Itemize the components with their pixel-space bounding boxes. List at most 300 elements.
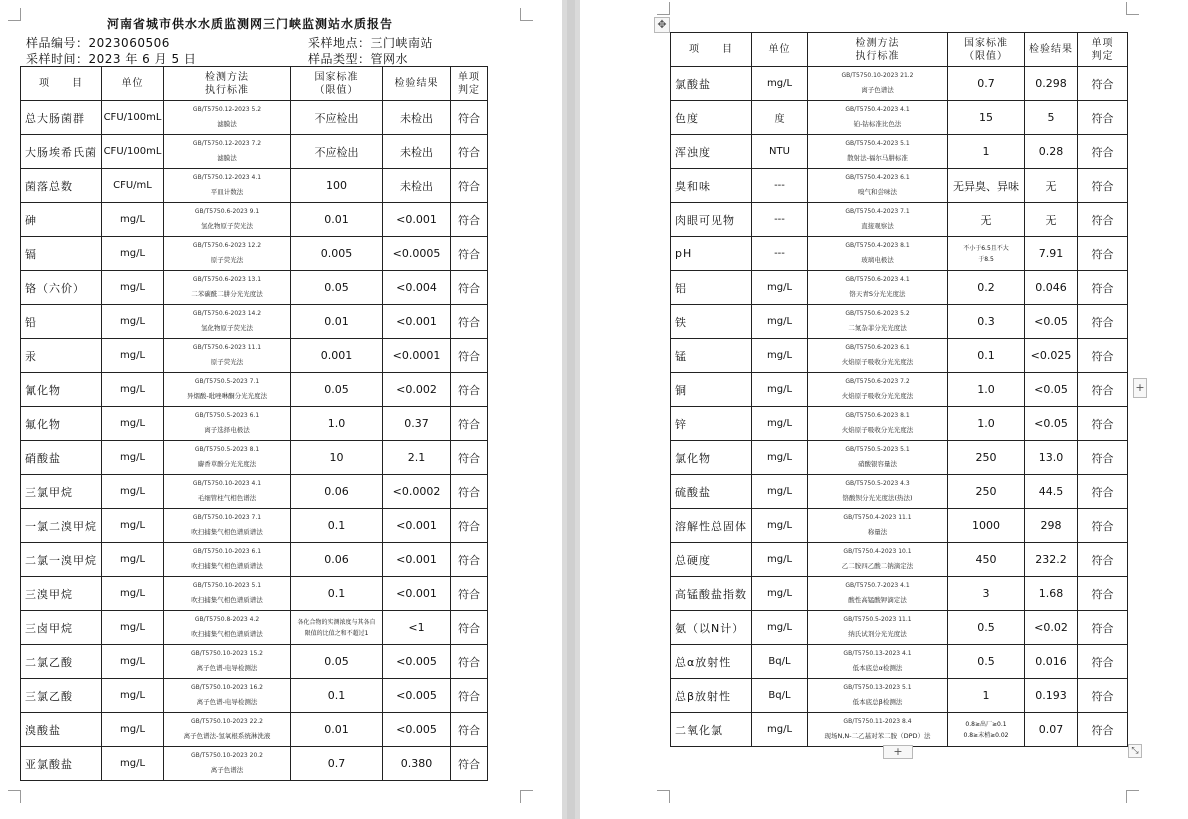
row-result[interactable]: <0.05 [1025,373,1078,407]
row-result[interactable]: <0.0005 [383,237,451,271]
row-method[interactable] [808,339,948,373]
row-limit[interactable]: 不应检出 [291,135,383,169]
row-limit[interactable]: 0.05 [291,271,383,305]
row-unit[interactable]: mg/L [102,407,164,441]
row-item-name[interactable]: 总α放射性 [671,645,752,679]
row-judgement[interactable]: 符合 [1078,169,1128,203]
limit-line2: 于8.5 [978,255,994,263]
row-result[interactable]: 0.07 [1025,713,1078,747]
row-judgement[interactable]: 符合 [451,475,488,509]
method-code: GB/T5750.6-2023 12.2 [192,242,262,249]
row-unit[interactable]: mg/L [102,543,164,577]
row-item-name[interactable]: 色度 [671,101,752,135]
row-unit[interactable]: mg/L [102,713,164,747]
row-limit[interactable] [948,713,1025,747]
row-judgement[interactable]: 符合 [451,747,488,781]
method-code: GB/T5750.12-2023 5.2 [192,106,262,113]
row-result[interactable]: <0.05 [1025,407,1078,441]
method-name: 现场N,N-二乙基对苯二胺（DPD）法 [824,732,931,740]
header-limit [291,67,383,101]
row-unit[interactable]: mg/L [752,271,808,305]
row-limit[interactable]: 无异臭、异味 [948,169,1025,203]
row-limit[interactable]: 15 [948,101,1025,135]
row-limit[interactable]: 1 [948,135,1025,169]
table-row [671,271,1128,305]
row-unit[interactable]: mg/L [752,611,808,645]
table-row [671,611,1128,645]
row-unit[interactable]: CFU/100mL [102,101,164,135]
row-unit[interactable]: mg/L [102,679,164,713]
method-name: 吹扫捕集气相色谱质谱法 [191,596,263,604]
row-method[interactable] [808,441,948,475]
row-method[interactable] [164,203,291,237]
row-unit[interactable]: mg/L [102,203,164,237]
row-limit[interactable]: 100 [291,169,383,203]
row-result[interactable]: 232.2 [1025,543,1078,577]
row-unit[interactable]: mg/L [102,611,164,645]
row-result[interactable]: 0.28 [1025,135,1078,169]
row-item-name[interactable]: 氨（以N计） [671,611,752,645]
row-unit[interactable]: 度 [752,101,808,135]
row-method[interactable] [164,645,291,679]
row-item-name[interactable]: 溶解性总固体 [671,509,752,543]
row-result[interactable]: 0.193 [1025,679,1078,713]
row-method[interactable] [808,577,948,611]
row-result[interactable]: <0.0002 [383,475,451,509]
row-judgement[interactable]: 符合 [451,203,488,237]
row-item-name[interactable]: 三氯甲烷 [21,475,102,509]
row-unit[interactable]: --- [752,237,808,271]
row-judgement[interactable]: 符合 [451,645,488,679]
row-item-name[interactable]: 汞 [21,339,102,373]
row-limit[interactable]: 0.005 [291,237,383,271]
row-result[interactable]: <1 [383,611,451,645]
row-unit[interactable]: mg/L [752,373,808,407]
row-judgement[interactable]: 符合 [1078,237,1128,271]
row-unit[interactable]: mg/L [102,373,164,407]
method-code: GB/T5750.8-2023 4.2 [194,616,260,623]
row-judgement[interactable]: 符合 [451,713,488,747]
row-limit[interactable]: 0.7 [291,747,383,781]
row-result[interactable]: 无 [1025,169,1078,203]
row-unit[interactable]: mg/L [102,747,164,781]
row-item-name[interactable]: 氟化物 [21,407,102,441]
row-limit[interactable]: 1.0 [948,407,1025,441]
row-unit[interactable]: CFU/100mL [102,135,164,169]
row-limit[interactable] [291,611,383,645]
row-method[interactable] [808,169,948,203]
row-limit[interactable]: 0.05 [291,373,383,407]
row-item-name[interactable]: 高锰酸盐指数 [671,577,752,611]
method-code: GB/T5750.6-2023 11.1 [192,344,262,351]
row-method[interactable] [164,509,291,543]
row-result[interactable]: 0.37 [383,407,451,441]
row-result[interactable]: <0.002 [383,373,451,407]
row-unit[interactable]: mg/L [102,441,164,475]
row-result[interactable]: 2.1 [383,441,451,475]
row-item-name[interactable]: 三溴甲烷 [21,577,102,611]
row-limit[interactable]: 3 [948,577,1025,611]
row-result[interactable]: <0.004 [383,271,451,305]
row-method[interactable] [164,101,291,135]
row-judgement[interactable]: 符合 [451,169,488,203]
row-unit[interactable]: mg/L [752,475,808,509]
method-code: GB/T5750.10-2023 4.1 [192,480,262,487]
row-judgement[interactable]: 符合 [1078,135,1128,169]
method-name: 铬酸钡分光光度法(热法) [842,494,913,502]
row-result[interactable]: <0.001 [383,509,451,543]
row-result[interactable]: 1.68 [1025,577,1078,611]
row-limit[interactable]: 0.001 [291,339,383,373]
row-result[interactable]: 13.0 [1025,441,1078,475]
row-method[interactable] [808,509,948,543]
row-unit[interactable]: mg/L [752,67,808,101]
row-limit[interactable]: 无 [948,203,1025,237]
row-limit[interactable]: 0.5 [948,645,1025,679]
row-unit[interactable]: Bq/L [752,645,808,679]
row-result[interactable]: <0.001 [383,305,451,339]
row-result[interactable]: 44.5 [1025,475,1078,509]
row-judgement[interactable]: 符合 [1078,509,1128,543]
row-limit[interactable]: 1 [948,679,1025,713]
row-judgement[interactable]: 符合 [1078,645,1128,679]
row-item-name[interactable]: 总大肠菌群 [21,101,102,135]
row-judgement[interactable]: 符合 [1078,271,1128,305]
row-judgement[interactable]: 符合 [451,339,488,373]
row-method[interactable] [164,679,291,713]
row-limit[interactable]: 1.0 [948,373,1025,407]
row-limit[interactable]: 250 [948,475,1025,509]
row-item-name[interactable]: 三卤甲烷 [21,611,102,645]
corner-mark [1126,2,1139,15]
header-unit: 单位 [752,33,808,67]
row-method[interactable] [164,237,291,271]
row-method[interactable] [164,713,291,747]
row-method[interactable] [164,475,291,509]
method-name: 吹扫捕集气相色谱质谱法 [191,562,263,570]
method-code: GB/T5750.10-2023 20.2 [191,752,263,759]
row-method[interactable] [164,747,291,781]
row-item-name[interactable]: 铬（六价） [21,271,102,305]
row-method[interactable] [808,543,948,577]
row-judgement[interactable]: 符合 [451,373,488,407]
method-name: 火焰原子吸收分光光度法 [841,392,914,400]
row-method[interactable] [808,305,948,339]
row-result[interactable]: 0.016 [1025,645,1078,679]
row-limit[interactable]: 0.1 [291,509,383,543]
row-item-name[interactable]: 铝 [671,271,752,305]
header-result: 检验结果 [1025,33,1078,67]
header-item: 项 目 [21,67,102,101]
row-item-name[interactable]: 硝酸盐 [21,441,102,475]
row-item-name[interactable]: 锰 [671,339,752,373]
row-unit[interactable]: mg/L [102,271,164,305]
row-item-name[interactable]: 二氧化氯 [671,713,752,747]
row-item-name[interactable]: 铅 [21,305,102,339]
row-unit[interactable]: mg/L [752,713,808,747]
row-item-name[interactable]: 镉 [21,237,102,271]
row-judgement[interactable]: 符合 [1078,101,1128,135]
row-unit[interactable]: mg/L [102,237,164,271]
table-row [21,645,488,679]
corner-mark [657,2,670,15]
row-judgement[interactable]: 符合 [1078,679,1128,713]
row-judgement[interactable]: 符合 [451,305,488,339]
row-item-name[interactable]: 肉眼可见物 [671,203,752,237]
row-limit[interactable]: 0.2 [948,271,1025,305]
method-name: 火焰原子吸收分光光度法 [841,426,914,434]
method-code: GB/T5750.5-2023 4.3 [845,480,910,487]
row-limit[interactable]: 450 [948,543,1025,577]
row-judgement[interactable]: 符合 [1078,305,1128,339]
method-name: 直接观察法 [861,222,894,230]
row-judgement[interactable]: 符合 [451,577,488,611]
row-unit[interactable]: Bq/L [752,679,808,713]
row-item-name[interactable]: 二氯乙酸 [21,645,102,679]
row-item-name[interactable]: 硫酸盐 [671,475,752,509]
row-item-name[interactable]: 一氯二溴甲烷 [21,509,102,543]
row-method[interactable] [808,101,948,135]
row-judgement[interactable]: 符合 [1078,543,1128,577]
row-result[interactable]: <0.025 [1025,339,1078,373]
row-item-name[interactable]: 氯化物 [671,441,752,475]
row-method[interactable] [164,305,291,339]
row-limit[interactable]: 0.01 [291,305,383,339]
row-judgement[interactable]: 符合 [1078,203,1128,237]
row-judgement[interactable]: 符合 [451,407,488,441]
row-judgement[interactable]: 符合 [1078,611,1128,645]
row-method[interactable] [164,135,291,169]
row-result[interactable]: <0.02 [1025,611,1078,645]
row-method[interactable] [808,407,948,441]
row-limit[interactable]: 0.1 [291,577,383,611]
row-limit[interactable]: 0.7 [948,67,1025,101]
row-item-name[interactable]: 锌 [671,407,752,441]
row-item-name[interactable]: 菌落总数 [21,169,102,203]
row-limit[interactable]: 1000 [948,509,1025,543]
row-result[interactable]: 0.380 [383,747,451,781]
table-row [21,509,488,543]
method-code: GB/T5750.12-2023 7.2 [192,140,262,147]
scrollbar-track[interactable] [567,0,575,819]
method-name: 低本底总β检测法 [852,698,903,706]
row-method[interactable] [164,373,291,407]
row-result[interactable]: 未检出 [383,135,451,169]
row-limit[interactable]: 0.06 [291,475,383,509]
method-name: 铬天青S分光光度法 [849,290,906,298]
row-item-name[interactable]: pH [671,237,752,271]
row-unit[interactable]: mg/L [102,475,164,509]
document-page-1 [0,0,562,819]
row-unit[interactable]: --- [752,169,808,203]
row-limit[interactable]: 0.1 [948,339,1025,373]
add-column-button[interactable]: + [1133,378,1147,398]
table-resize-icon[interactable]: ⤡ [1128,744,1142,758]
row-item-name[interactable]: 臭和味 [671,169,752,203]
row-method[interactable] [808,611,948,645]
row-result[interactable]: 未检出 [383,101,451,135]
table-row [671,373,1128,407]
header-judgement-line1: 单项 [458,71,480,83]
row-method[interactable] [808,67,948,101]
row-limit[interactable]: 0.5 [948,611,1025,645]
row-method[interactable] [808,713,948,747]
add-row-button[interactable]: + [883,745,913,759]
row-item-name[interactable]: 总β放射性 [671,679,752,713]
row-judgement[interactable]: 符合 [451,441,488,475]
row-result[interactable]: 0.046 [1025,271,1078,305]
row-method[interactable] [164,169,291,203]
limit-line1: 0.8≥出厂≥0.1 [965,720,1007,728]
row-limit[interactable]: 10 [291,441,383,475]
row-limit[interactable]: 0.05 [291,645,383,679]
method-code: GB/T5750.6-2023 9.1 [194,208,260,215]
row-method[interactable] [164,543,291,577]
row-limit[interactable]: 250 [948,441,1025,475]
row-limit[interactable]: 1.0 [291,407,383,441]
row-judgement[interactable]: 符合 [451,271,488,305]
row-judgement[interactable]: 符合 [1078,441,1128,475]
row-result[interactable]: 298 [1025,509,1078,543]
row-unit[interactable]: NTU [752,135,808,169]
row-method[interactable] [164,407,291,441]
row-unit[interactable]: mg/L [752,543,808,577]
row-method[interactable] [808,237,948,271]
table-row [671,713,1128,747]
row-item-name[interactable]: 溴酸盐 [21,713,102,747]
row-item-name[interactable]: 亚氯酸盐 [21,747,102,781]
method-name: 火焰原子吸收分光光度法 [841,358,914,366]
row-judgement[interactable]: 符合 [1078,67,1128,101]
row-unit[interactable]: mg/L [102,645,164,679]
row-judgement[interactable]: 符合 [451,611,488,645]
table-row [671,679,1128,713]
row-judgement[interactable]: 符合 [1078,339,1128,373]
row-limit[interactable]: 不应检出 [291,101,383,135]
row-item-name[interactable]: 氰化物 [21,373,102,407]
method-code: GB/T5750.5-2023 5.1 [845,446,910,453]
method-code: GB/T5750.4-2023 8.1 [845,242,910,249]
row-judgement[interactable]: 符合 [451,509,488,543]
row-judgement[interactable]: 符合 [451,679,488,713]
corner-mark [657,790,670,803]
row-item-name[interactable]: 砷 [21,203,102,237]
row-item-name[interactable]: 铁 [671,305,752,339]
row-limit[interactable]: 0.06 [291,543,383,577]
row-limit[interactable]: 0.01 [291,203,383,237]
row-unit[interactable]: mg/L [752,339,808,373]
method-code: GB/T5750.12-2023 4.1 [192,174,262,181]
method-name: 氢化物原子荧光法 [201,324,253,332]
row-method[interactable] [164,339,291,373]
row-result[interactable]: <0.005 [383,645,451,679]
row-judgement[interactable]: 符合 [451,135,488,169]
row-limit[interactable]: 0.3 [948,305,1025,339]
row-unit[interactable]: mg/L [752,407,808,441]
row-unit[interactable]: mg/L [752,509,808,543]
row-method[interactable] [808,645,948,679]
row-judgement[interactable]: 符合 [451,543,488,577]
method-code: GB/T5750.6-2023 13.1 [192,276,262,283]
table-move-handle-icon[interactable]: ✥ [654,17,670,33]
row-method[interactable] [164,271,291,305]
row-result[interactable]: <0.05 [1025,305,1078,339]
table-row [671,135,1128,169]
row-method[interactable] [808,679,948,713]
row-method[interactable] [808,135,948,169]
table-row [671,203,1128,237]
row-item-name[interactable]: 铜 [671,373,752,407]
row-item-name[interactable]: 二氯一溴甲烷 [21,543,102,577]
method-code: GB/T5750.6-2023 7.2 [845,378,910,385]
row-limit[interactable]: 0.01 [291,713,383,747]
method-name: 平皿计数法 [210,188,244,196]
row-limit[interactable]: 0.1 [291,679,383,713]
row-method[interactable] [164,441,291,475]
row-method[interactable] [808,203,948,237]
row-unit[interactable]: mg/L [752,441,808,475]
header-judgement-line1: 单项 [1091,37,1114,49]
method-code: GB/T5750.6-2023 4.1 [845,276,910,283]
row-method[interactable] [808,373,948,407]
header-method-line1: 检测方法 [855,37,900,49]
row-result[interactable]: 5 [1025,101,1078,135]
row-unit[interactable]: CFU/mL [102,169,164,203]
row-item-name[interactable]: 浑浊度 [671,135,752,169]
row-unit[interactable]: --- [752,203,808,237]
row-item-name[interactable]: 氯酸盐 [671,67,752,101]
row-result[interactable]: <0.005 [383,713,451,747]
row-result[interactable]: <0.001 [383,543,451,577]
row-judgement[interactable]: 符合 [1078,407,1128,441]
row-judgement[interactable]: 符合 [1078,475,1128,509]
header-limit-line2: （限值） [314,84,359,96]
row-result[interactable]: <0.005 [383,679,451,713]
header-unit: 单位 [102,67,164,101]
report-title: 河南省城市供水水质监测网三门峡监测站水质报告 [106,17,393,31]
row-unit[interactable]: mg/L [752,305,808,339]
row-result[interactable]: 未检出 [383,169,451,203]
row-unit[interactable]: mg/L [102,305,164,339]
row-method[interactable] [808,475,948,509]
row-judgement[interactable]: 符合 [451,101,488,135]
row-unit[interactable]: mg/L [102,339,164,373]
method-code: GB/T5750.10-2023 16.2 [191,684,263,691]
row-method[interactable] [164,577,291,611]
row-result[interactable]: 0.298 [1025,67,1078,101]
row-result[interactable]: 无 [1025,203,1078,237]
row-method[interactable] [164,611,291,645]
row-method[interactable] [808,271,948,305]
row-judgement[interactable]: 符合 [1078,577,1128,611]
method-code: GB/T5750.10-2023 7.1 [192,514,262,521]
row-judgement[interactable]: 符合 [1078,713,1128,747]
row-limit[interactable] [948,237,1025,271]
row-result[interactable]: <0.001 [383,203,451,237]
row-unit[interactable]: mg/L [752,577,808,611]
row-judgement[interactable]: 符合 [1078,373,1128,407]
row-result[interactable]: 7.91 [1025,237,1078,271]
row-item-name[interactable]: 总硬度 [671,543,752,577]
row-unit[interactable]: mg/L [102,577,164,611]
corner-mark [8,790,21,803]
row-item-name[interactable]: 三氯乙酸 [21,679,102,713]
row-result[interactable]: <0.0001 [383,339,451,373]
row-item-name[interactable]: 大肠埃希氏菌 [21,135,102,169]
row-judgement[interactable]: 符合 [451,237,488,271]
row-unit[interactable]: mg/L [102,509,164,543]
row-result[interactable]: <0.001 [383,577,451,611]
